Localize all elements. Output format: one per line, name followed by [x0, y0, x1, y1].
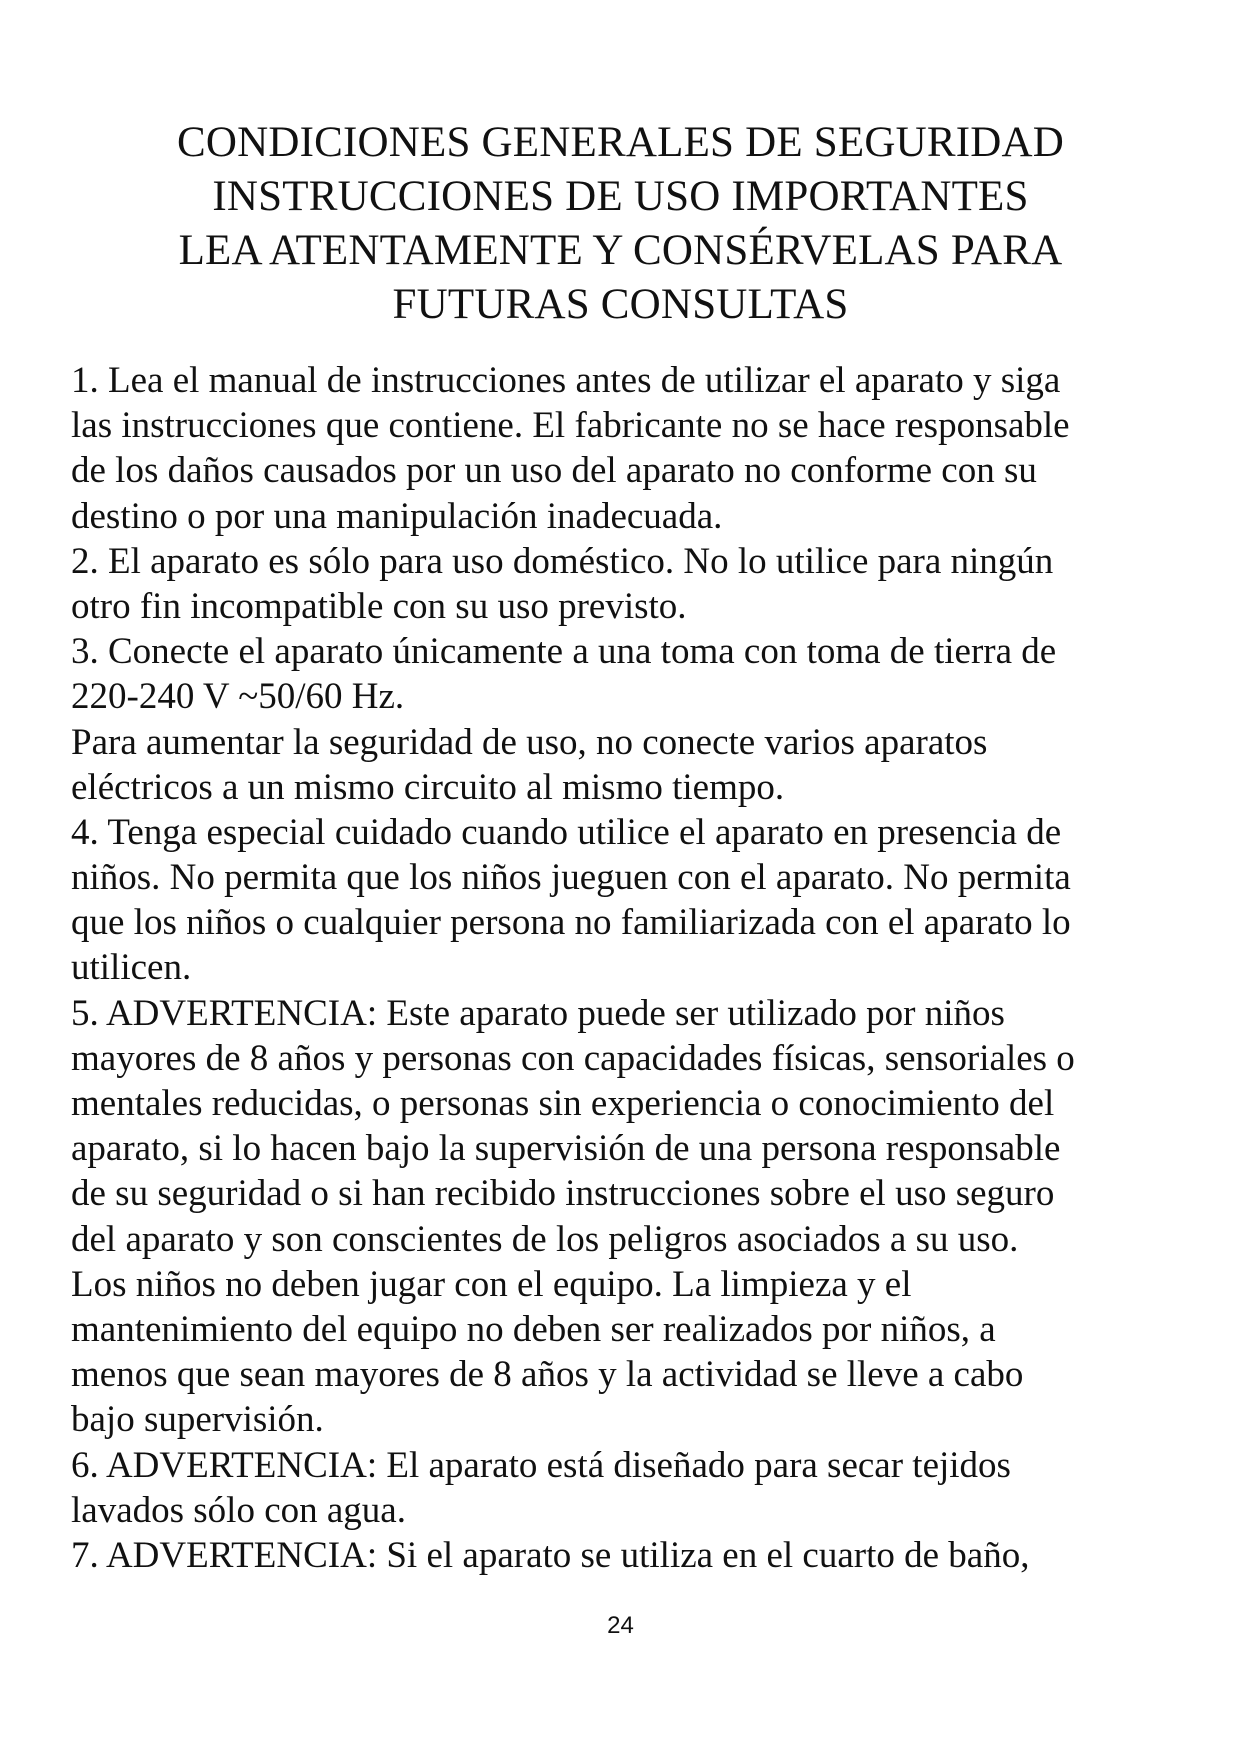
body-line: Los niños no deben jugar con el equipo. La limpieza y el [71, 1263, 912, 1305]
body-line: mantenimiento del equipo no deben ser realizados por niños, a [71, 1308, 996, 1350]
body-line: 3. Conecte el aparato únicamente a una toma con toma de tierra de [71, 631, 1057, 673]
instructions-body [71, 358, 1191, 1578]
body-line: 5. ADVERTENCIA: Este aparato puede ser utilizado por niños [71, 992, 1005, 1034]
heading-line: LEA ATENTAMENTE Y CONSÉRVELAS PARA [178, 227, 1063, 274]
body-line: bajo supervisión. [71, 1399, 324, 1441]
body-line: utilicen. [71, 947, 192, 989]
body-line: niños. No permita que los niños jueguen con el aparato. No permita [71, 857, 1071, 899]
body-line: lavados sólo con agua. [71, 1489, 406, 1531]
body-line: 2. El aparato es sólo para uso doméstico. No lo utilice para ningún [71, 540, 1054, 582]
body-line: las instrucciones que contiene. El fabricante no se hace responsable [71, 405, 1070, 447]
body-line: del aparato y son conscientes de los peligros asociados a su uso. [71, 1218, 1019, 1260]
heading-line: FUTURAS CONSULTAS [392, 281, 849, 328]
body-line: 1. Lea el manual de instrucciones antes de utilizar el aparato y siga [71, 360, 1061, 401]
body-line: menos que sean mayores de 8 años y la actividad se lleve a cabo [71, 1354, 1024, 1396]
body-line: de su seguridad o si han recibido instrucciones sobre el uso seguro [71, 1173, 1055, 1215]
body-line: mayores de 8 años y personas con capacidades físicas, sensoriales o [71, 1037, 1075, 1079]
body-line: eléctricos a un mismo circuito al mismo tiempo. [71, 766, 785, 808]
heading-line: INSTRUCCIONES DE USO IMPORTANTES [212, 173, 1029, 220]
body-line: Para aumentar la seguridad de uso, no conecte varios aparatos [71, 721, 988, 763]
body-line: que los niños o cualquier persona no familiarizada con el aparato lo [71, 902, 1071, 944]
body-line: 6. ADVERTENCIA: El aparato está diseñado para secar tejidos [71, 1444, 1011, 1486]
page-number: 24 [607, 1612, 634, 1639]
body-line: de los daños causados por un uso del aparato no conforme con su [71, 450, 1037, 492]
body-line: 7. ADVERTENCIA: Si el aparato se utiliza en el cuarto de baño, [71, 1534, 1030, 1576]
body-line: destino o por una manipulación inadecuada. [71, 495, 723, 537]
body-line: 220-240 V ~50/60 Hz. [71, 676, 405, 718]
body-line: aparato, si lo hacen bajo la supervisión de una persona responsable [71, 1128, 1061, 1170]
body-line: mentales reducidas, o personas sin experiencia o conocimiento del [71, 1083, 1055, 1124]
heading-line: CONDICIONES GENERALES DE SEGURIDAD [176, 119, 1065, 166]
body-line: 4. Tenga especial cuidado cuando utilice el aparato en presencia de [71, 811, 1062, 853]
safety-heading [60, 116, 1181, 332]
body-line: otro fin incompatible con su uso previsto. [71, 585, 687, 627]
